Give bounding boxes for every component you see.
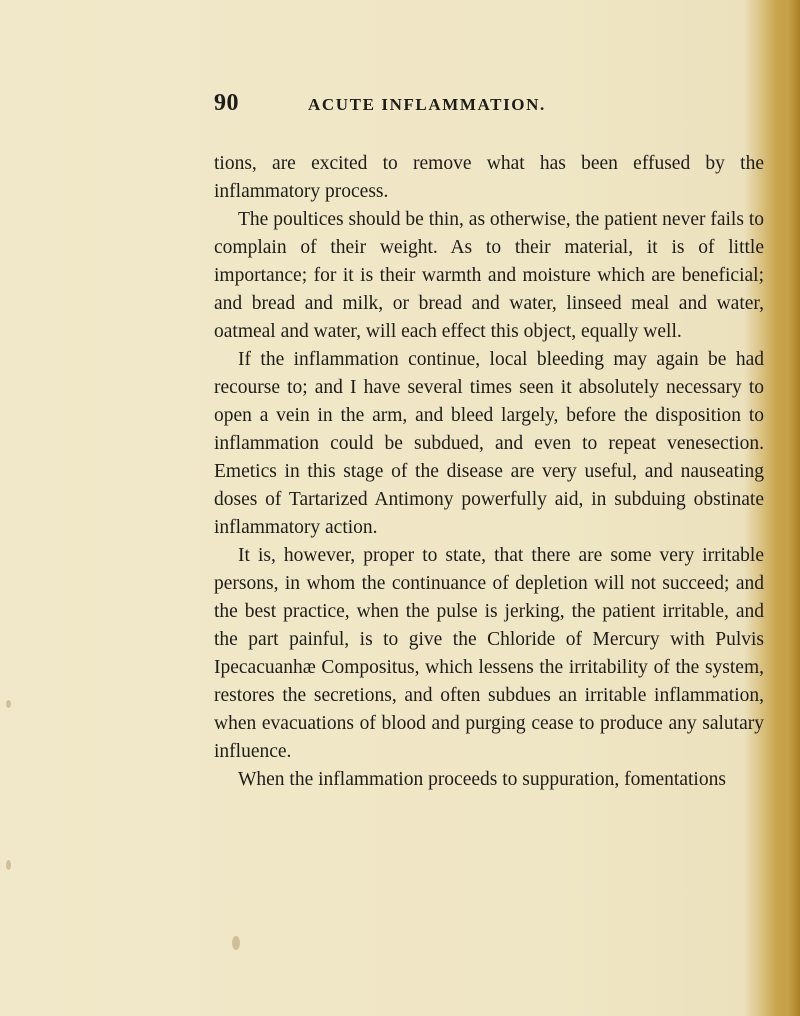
stain-mark <box>6 700 11 708</box>
running-head: ACUTE INFLAMMATION. <box>308 95 546 114</box>
page-header <box>214 90 774 120</box>
body-text <box>214 150 764 794</box>
paragraph: When the inflammation proceeds to suppuration, fomentations <box>238 769 726 790</box>
paragraph: The poultices should be thin, as otherwise, the patient never fails to complain of their weight. As to their material, it is of little importance; for it is their warmth and moisture which are beneficial; and bread and milk, or bread and water, linseed meal and water, oatmeal and water, will each effect this object, equally well. <box>214 209 764 342</box>
paragraph: If the inflammation continue, local bleeding may again be had recourse to; and I have several times seen it absolutely necessary to open a vein in the arm, and bleed largely, before the disposition to inflammation could be subdued, and even to repeat venesection. Emetics in this stage of the disease are very useful, and nauseating doses of Tartarized Antimony powerfully aid, in subduing obstinate inflammatory action. <box>214 349 764 538</box>
page-edge <box>778 0 800 1016</box>
paragraph: tions, are excited to remove what has been effused by the inflammatory process. <box>214 153 764 202</box>
page-number: 90 <box>214 90 239 116</box>
stain-mark <box>232 936 240 950</box>
stain-mark <box>6 860 11 870</box>
paragraph: It is, however, proper to state, that there are some very irritable persons, in whom the continuance of depletion will not succeed; and the best practice, when the pulse is jerking, the patient irritable, and the part painful, is to give the Chloride of Mercury with Pulvis Ipecacuanhæ Compositus, which lessens the irritability of the system, restores the secretions, and often subdues an irritable inflammation, when evacuations of blood and purging cease to produce any salutary influence. <box>214 545 764 762</box>
